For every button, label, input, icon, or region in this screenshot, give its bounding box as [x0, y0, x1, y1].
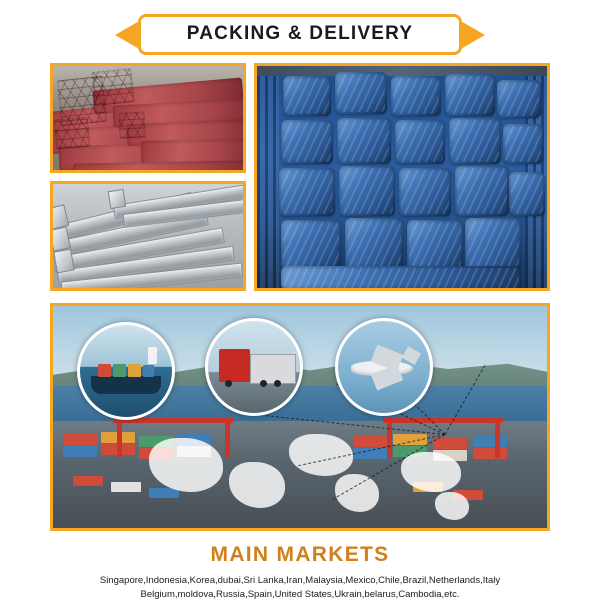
photo-grid — [50, 63, 550, 295]
image-port-transport — [53, 306, 547, 528]
circle-road-freight — [205, 318, 303, 416]
ship-hull-icon — [91, 376, 161, 394]
circle-air-freight — [335, 318, 433, 416]
photo-port-transport — [50, 303, 550, 531]
markets-line-2: Belgium,moldova,Russia,Spain,United States,Ukrain,belarus,Cambodia,etc. — [140, 589, 460, 600]
photo-square-steel-tubes — [50, 181, 246, 291]
ribbon-left-icon — [115, 20, 141, 50]
main-markets-list — [90, 574, 510, 602]
main-markets-title: MAIN MARKETS — [210, 543, 390, 566]
gantry-crane-right — [383, 418, 503, 423]
ribbon-right-icon — [459, 20, 485, 50]
photo-blue-wrapped-bundles — [254, 63, 550, 291]
truck-cab-icon — [219, 349, 250, 382]
markets-line-1: Singapore,Indonesia,Korea,dubai,Sri Lanka,Iran,Malaysia,Mexico,Chile,Brazil,Netherlands,Italy — [99, 575, 501, 586]
image-blue-wrapped-bundles — [257, 66, 547, 288]
header-banner-wrap — [0, 0, 600, 55]
image-square-steel-tubes — [53, 184, 243, 288]
circle-sea-freight — [77, 322, 175, 420]
photo-red-hex-bundles — [50, 63, 246, 173]
page-title: PACKING & DELIVERY — [186, 23, 414, 44]
image-red-hex-bundles — [53, 66, 243, 170]
header-banner — [138, 14, 462, 55]
